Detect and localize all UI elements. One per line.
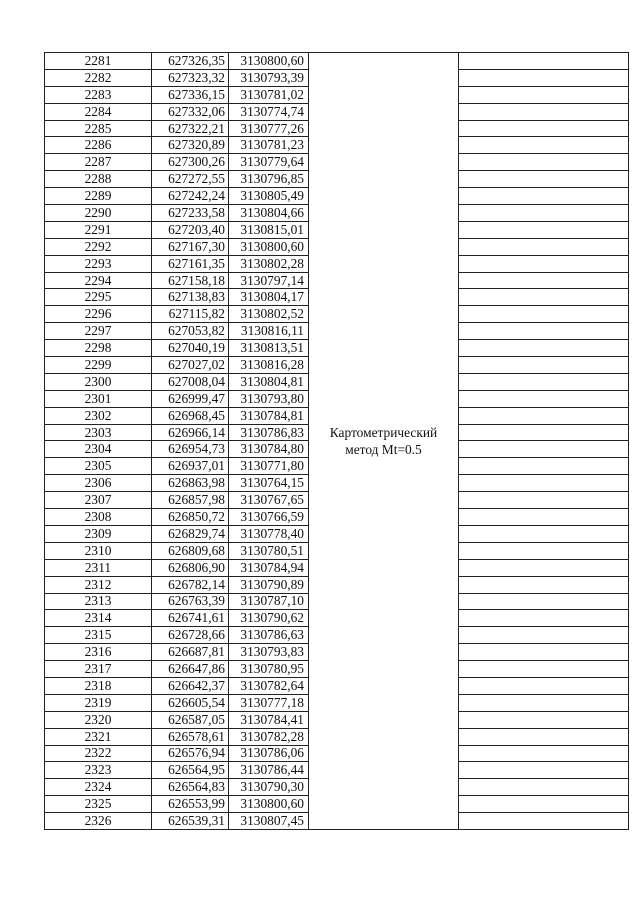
y-coordinate-cell: 3130800,60 bbox=[229, 53, 309, 70]
y-coordinate-cell: 3130800,60 bbox=[229, 238, 309, 255]
empty-cell bbox=[459, 677, 629, 694]
y-coordinate-cell: 3130816,28 bbox=[229, 357, 309, 374]
x-coordinate-cell: 626647,86 bbox=[152, 661, 229, 678]
empty-cell bbox=[459, 289, 629, 306]
empty-cell bbox=[459, 559, 629, 576]
point-number-cell: 2314 bbox=[45, 610, 152, 627]
empty-cell bbox=[459, 103, 629, 120]
y-coordinate-cell: 3130782,28 bbox=[229, 728, 309, 745]
x-coordinate-cell: 626539,31 bbox=[152, 813, 229, 830]
empty-cell bbox=[459, 373, 629, 390]
y-coordinate-cell: 3130766,59 bbox=[229, 509, 309, 526]
empty-cell bbox=[459, 593, 629, 610]
x-coordinate-cell: 626763,39 bbox=[152, 593, 229, 610]
y-coordinate-cell: 3130779,64 bbox=[229, 154, 309, 171]
empty-cell bbox=[459, 120, 629, 137]
point-number-cell: 2313 bbox=[45, 593, 152, 610]
point-number-cell: 2308 bbox=[45, 509, 152, 526]
empty-cell bbox=[459, 357, 629, 374]
point-number-cell: 2291 bbox=[45, 221, 152, 238]
point-number-cell: 2319 bbox=[45, 694, 152, 711]
x-coordinate-cell: 626966,14 bbox=[152, 424, 229, 441]
x-coordinate-cell: 626806,90 bbox=[152, 559, 229, 576]
point-number-cell: 2294 bbox=[45, 272, 152, 289]
x-coordinate-cell: 627040,19 bbox=[152, 340, 229, 357]
point-number-cell: 2309 bbox=[45, 525, 152, 542]
empty-cell bbox=[459, 694, 629, 711]
empty-cell bbox=[459, 711, 629, 728]
x-coordinate-cell: 627272,55 bbox=[152, 171, 229, 188]
point-number-cell: 2301 bbox=[45, 390, 152, 407]
y-coordinate-cell: 3130802,52 bbox=[229, 306, 309, 323]
point-number-cell: 2293 bbox=[45, 255, 152, 272]
y-coordinate-cell: 3130805,49 bbox=[229, 188, 309, 205]
point-number-cell: 2307 bbox=[45, 492, 152, 509]
coordinates-table bbox=[44, 52, 629, 830]
y-coordinate-cell: 3130804,17 bbox=[229, 289, 309, 306]
point-number-cell: 2317 bbox=[45, 661, 152, 678]
empty-cell bbox=[459, 137, 629, 154]
method-cell bbox=[309, 53, 459, 830]
point-number-cell: 2285 bbox=[45, 120, 152, 137]
empty-cell bbox=[459, 542, 629, 559]
y-coordinate-cell: 3130777,18 bbox=[229, 694, 309, 711]
point-number-cell: 2323 bbox=[45, 762, 152, 779]
x-coordinate-cell: 626605,54 bbox=[152, 694, 229, 711]
y-coordinate-cell: 3130790,62 bbox=[229, 610, 309, 627]
empty-cell bbox=[459, 390, 629, 407]
x-coordinate-cell: 626587,05 bbox=[152, 711, 229, 728]
y-coordinate-cell: 3130782,64 bbox=[229, 677, 309, 694]
point-number-cell: 2316 bbox=[45, 644, 152, 661]
empty-cell bbox=[459, 340, 629, 357]
y-coordinate-cell: 3130804,81 bbox=[229, 373, 309, 390]
point-number-cell: 2286 bbox=[45, 137, 152, 154]
x-coordinate-cell: 626782,14 bbox=[152, 576, 229, 593]
empty-cell bbox=[459, 576, 629, 593]
y-coordinate-cell: 3130790,30 bbox=[229, 779, 309, 796]
point-number-cell: 2320 bbox=[45, 711, 152, 728]
x-coordinate-cell: 626687,81 bbox=[152, 644, 229, 661]
x-coordinate-cell: 627053,82 bbox=[152, 323, 229, 340]
empty-cell bbox=[459, 323, 629, 340]
empty-cell bbox=[459, 221, 629, 238]
point-number-cell: 2290 bbox=[45, 205, 152, 222]
point-number-cell: 2321 bbox=[45, 728, 152, 745]
y-coordinate-cell: 3130784,94 bbox=[229, 559, 309, 576]
x-coordinate-cell: 626553,99 bbox=[152, 796, 229, 813]
x-coordinate-cell: 626968,45 bbox=[152, 407, 229, 424]
x-coordinate-cell: 627320,89 bbox=[152, 137, 229, 154]
empty-cell bbox=[459, 458, 629, 475]
x-coordinate-cell: 626809,68 bbox=[152, 542, 229, 559]
y-coordinate-cell: 3130800,60 bbox=[229, 796, 309, 813]
point-number-cell: 2315 bbox=[45, 627, 152, 644]
y-coordinate-cell: 3130790,89 bbox=[229, 576, 309, 593]
x-coordinate-cell: 627323,32 bbox=[152, 69, 229, 86]
y-coordinate-cell: 3130784,80 bbox=[229, 441, 309, 458]
x-coordinate-cell: 627008,04 bbox=[152, 373, 229, 390]
point-number-cell: 2311 bbox=[45, 559, 152, 576]
empty-cell bbox=[459, 255, 629, 272]
empty-cell bbox=[459, 154, 629, 171]
point-number-cell: 2298 bbox=[45, 340, 152, 357]
x-coordinate-cell: 627326,35 bbox=[152, 53, 229, 70]
empty-cell bbox=[459, 188, 629, 205]
y-coordinate-cell: 3130797,14 bbox=[229, 272, 309, 289]
point-number-cell: 2292 bbox=[45, 238, 152, 255]
y-coordinate-cell: 3130780,51 bbox=[229, 542, 309, 559]
empty-cell bbox=[459, 492, 629, 509]
y-coordinate-cell: 3130781,23 bbox=[229, 137, 309, 154]
point-number-cell: 2326 bbox=[45, 813, 152, 830]
empty-cell bbox=[459, 509, 629, 526]
method-text-line2: метод Mt=0.5 bbox=[345, 441, 422, 457]
y-coordinate-cell: 3130816,11 bbox=[229, 323, 309, 340]
y-coordinate-cell: 3130796,85 bbox=[229, 171, 309, 188]
point-number-cell: 2310 bbox=[45, 542, 152, 559]
point-number-cell: 2288 bbox=[45, 171, 152, 188]
x-coordinate-cell: 627138,83 bbox=[152, 289, 229, 306]
point-number-cell: 2297 bbox=[45, 323, 152, 340]
empty-cell bbox=[459, 779, 629, 796]
empty-cell bbox=[459, 627, 629, 644]
x-coordinate-cell: 627300,26 bbox=[152, 154, 229, 171]
point-number-cell: 2296 bbox=[45, 306, 152, 323]
empty-cell bbox=[459, 610, 629, 627]
y-coordinate-cell: 3130804,66 bbox=[229, 205, 309, 222]
y-coordinate-cell: 3130786,83 bbox=[229, 424, 309, 441]
empty-cell bbox=[459, 762, 629, 779]
empty-cell bbox=[459, 407, 629, 424]
y-coordinate-cell: 3130815,01 bbox=[229, 221, 309, 238]
y-coordinate-cell: 3130786,44 bbox=[229, 762, 309, 779]
empty-cell bbox=[459, 69, 629, 86]
x-coordinate-cell: 626937,01 bbox=[152, 458, 229, 475]
x-coordinate-cell: 626850,72 bbox=[152, 509, 229, 526]
empty-cell bbox=[459, 728, 629, 745]
empty-cell bbox=[459, 53, 629, 70]
x-coordinate-cell: 626578,61 bbox=[152, 728, 229, 745]
x-coordinate-cell: 627336,15 bbox=[152, 86, 229, 103]
x-coordinate-cell: 627027,02 bbox=[152, 357, 229, 374]
y-coordinate-cell: 3130813,51 bbox=[229, 340, 309, 357]
coordinates-table-body bbox=[45, 53, 629, 830]
x-coordinate-cell: 626564,95 bbox=[152, 762, 229, 779]
table-row bbox=[45, 53, 629, 70]
x-coordinate-cell: 626863,98 bbox=[152, 475, 229, 492]
point-number-cell: 2302 bbox=[45, 407, 152, 424]
empty-cell bbox=[459, 424, 629, 441]
empty-cell bbox=[459, 661, 629, 678]
empty-cell bbox=[459, 238, 629, 255]
empty-cell bbox=[459, 525, 629, 542]
empty-cell bbox=[459, 86, 629, 103]
x-coordinate-cell: 627161,35 bbox=[152, 255, 229, 272]
y-coordinate-cell: 3130771,80 bbox=[229, 458, 309, 475]
empty-cell bbox=[459, 171, 629, 188]
x-coordinate-cell: 627322,21 bbox=[152, 120, 229, 137]
x-coordinate-cell: 627203,40 bbox=[152, 221, 229, 238]
x-coordinate-cell: 626999,47 bbox=[152, 390, 229, 407]
point-number-cell: 2299 bbox=[45, 357, 152, 374]
empty-cell bbox=[459, 306, 629, 323]
point-number-cell: 2325 bbox=[45, 796, 152, 813]
y-coordinate-cell: 3130767,65 bbox=[229, 492, 309, 509]
x-coordinate-cell: 627158,18 bbox=[152, 272, 229, 289]
y-coordinate-cell: 3130786,63 bbox=[229, 627, 309, 644]
y-coordinate-cell: 3130780,95 bbox=[229, 661, 309, 678]
x-coordinate-cell: 626642,37 bbox=[152, 677, 229, 694]
point-number-cell: 2295 bbox=[45, 289, 152, 306]
empty-cell bbox=[459, 441, 629, 458]
y-coordinate-cell: 3130787,10 bbox=[229, 593, 309, 610]
point-number-cell: 2318 bbox=[45, 677, 152, 694]
point-number-cell: 2289 bbox=[45, 188, 152, 205]
y-coordinate-cell: 3130774,74 bbox=[229, 103, 309, 120]
x-coordinate-cell: 626954,73 bbox=[152, 441, 229, 458]
point-number-cell: 2300 bbox=[45, 373, 152, 390]
y-coordinate-cell: 3130786,06 bbox=[229, 745, 309, 762]
point-number-cell: 2284 bbox=[45, 103, 152, 120]
point-number-cell: 2305 bbox=[45, 458, 152, 475]
x-coordinate-cell: 626741,61 bbox=[152, 610, 229, 627]
x-coordinate-cell: 626576,94 bbox=[152, 745, 229, 762]
y-coordinate-cell: 3130807,45 bbox=[229, 813, 309, 830]
y-coordinate-cell: 3130784,81 bbox=[229, 407, 309, 424]
y-coordinate-cell: 3130781,02 bbox=[229, 86, 309, 103]
x-coordinate-cell: 627167,30 bbox=[152, 238, 229, 255]
empty-cell bbox=[459, 813, 629, 830]
point-number-cell: 2312 bbox=[45, 576, 152, 593]
y-coordinate-cell: 3130802,28 bbox=[229, 255, 309, 272]
x-coordinate-cell: 627233,58 bbox=[152, 205, 229, 222]
y-coordinate-cell: 3130764,15 bbox=[229, 475, 309, 492]
x-coordinate-cell: 627332,06 bbox=[152, 103, 229, 120]
point-number-cell: 2304 bbox=[45, 441, 152, 458]
y-coordinate-cell: 3130777,26 bbox=[229, 120, 309, 137]
empty-cell bbox=[459, 644, 629, 661]
point-number-cell: 2306 bbox=[45, 475, 152, 492]
y-coordinate-cell: 3130793,83 bbox=[229, 644, 309, 661]
x-coordinate-cell: 627242,24 bbox=[152, 188, 229, 205]
x-coordinate-cell: 626564,83 bbox=[152, 779, 229, 796]
y-coordinate-cell: 3130793,39 bbox=[229, 69, 309, 86]
x-coordinate-cell: 626857,98 bbox=[152, 492, 229, 509]
point-number-cell: 2324 bbox=[45, 779, 152, 796]
y-coordinate-cell: 3130778,40 bbox=[229, 525, 309, 542]
x-coordinate-cell: 626728,66 bbox=[152, 627, 229, 644]
point-number-cell: 2322 bbox=[45, 745, 152, 762]
x-coordinate-cell: 627115,82 bbox=[152, 306, 229, 323]
method-text-line1: Картометрический bbox=[329, 424, 438, 440]
empty-cell bbox=[459, 745, 629, 762]
empty-cell bbox=[459, 796, 629, 813]
point-number-cell: 2303 bbox=[45, 424, 152, 441]
point-number-cell: 2287 bbox=[45, 154, 152, 171]
x-coordinate-cell: 626829,74 bbox=[152, 525, 229, 542]
y-coordinate-cell: 3130784,41 bbox=[229, 711, 309, 728]
y-coordinate-cell: 3130793,80 bbox=[229, 390, 309, 407]
empty-cell bbox=[459, 205, 629, 222]
point-number-cell: 2283 bbox=[45, 86, 152, 103]
point-number-cell: 2281 bbox=[45, 53, 152, 70]
empty-cell bbox=[459, 475, 629, 492]
point-number-cell: 2282 bbox=[45, 69, 152, 86]
empty-cell bbox=[459, 272, 629, 289]
